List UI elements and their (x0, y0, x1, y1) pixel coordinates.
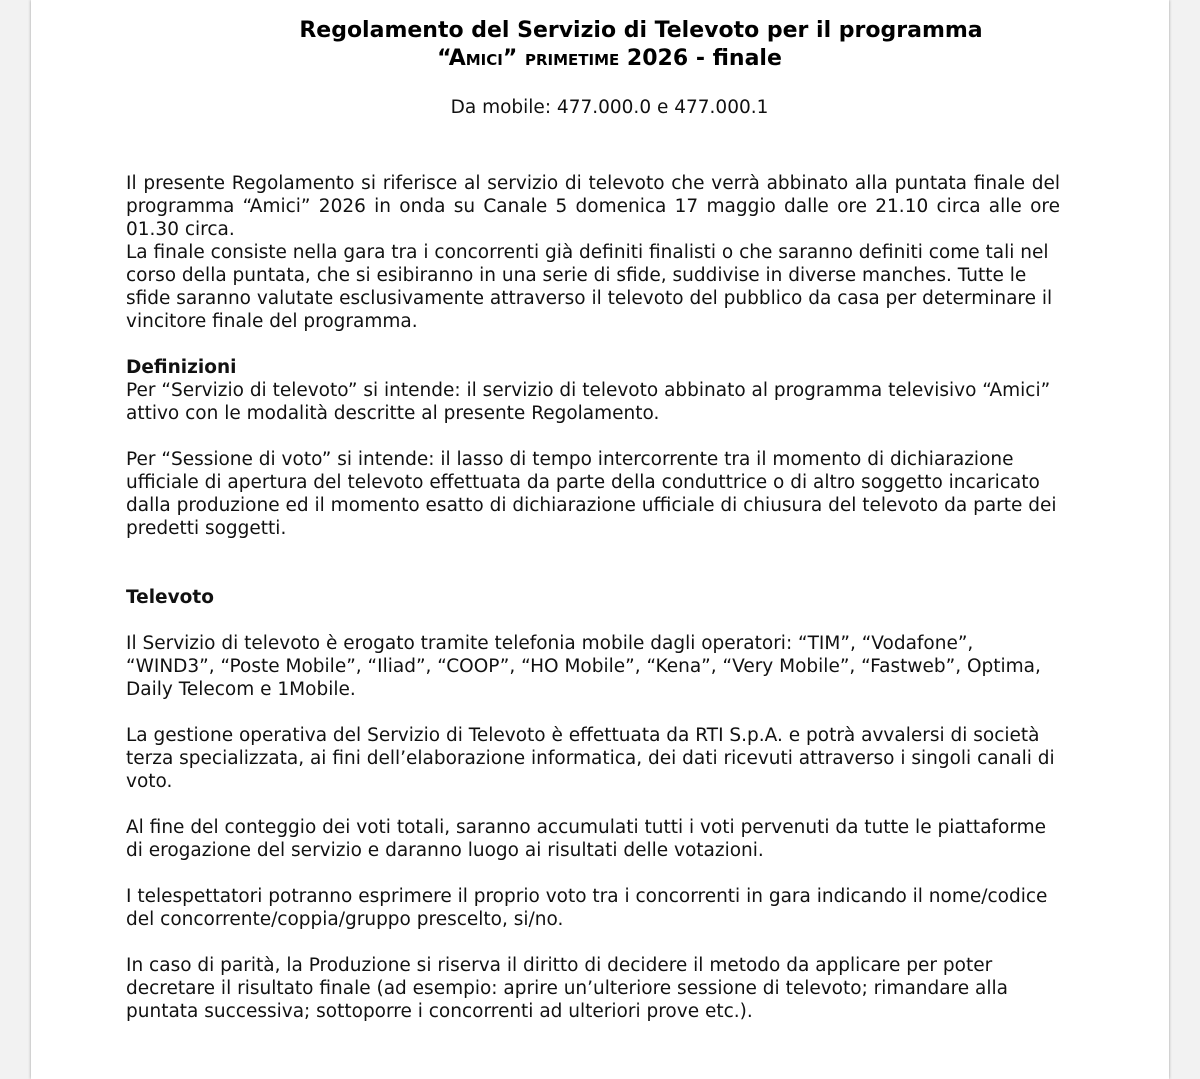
section-heading-definizioni: Definizioni (126, 357, 237, 378)
program-name: “Amici” primetime (437, 46, 620, 71)
document-title-line2 (31, 46, 1188, 72)
section-heading-televoto: Televoto (126, 587, 214, 608)
televoto-paragraph: Al fine del conteggio dei voti totali, saranno accumulati tutti i voti pervenuti da tutte le piattaforme di erogazione del servizio e daranno luogo ai risultati delle votazioni. (126, 817, 1047, 861)
program-edition: 2026 - finale (619, 46, 782, 71)
televoto-paragraph: I telespettatori potranno esprimere il proprio voto tra i concorrenti in gara indicando il nome/codice del concorrente/coppia/gruppo prescelto, si/no. (126, 886, 1048, 930)
definition-paragraph: Per “Servizio di televoto” si intende: il servizio di televoto abbinato al programma televisivo “Amici” attivo con le modalità descritte al presente Regolamento. (126, 380, 1051, 424)
mobile-numbers: Da mobile: 477.000.0 e 477.000.1 (450, 97, 769, 118)
televoto-paragraph: In caso di parità, la Produzione si riserva il diritto di decidere il metodo da applicare per poter decretare il risultato finale (ad esempio: aprire un’ulteriore sessione di televoto; rimandare alla puntata successiva; sottoporre i concorrenti ad ulteriori prove etc.). (126, 955, 1009, 1022)
televoto-paragraph: Il Servizio di televoto è erogato tramite telefonia mobile dagli operatori: “TIM”, “Vodafone”, “WIND3”, “Poste Mobile”, “Iliad”, “COOP”, “HO Mobile”, “Kena”, “Very Mobile”, “Fastweb”, Optima, Daily Telecom e 1Mobile. (126, 633, 1041, 700)
document-page (31, 0, 1169, 1079)
document-body (126, 172, 1060, 1023)
intro-paragraph: Il presente Regolamento si riferisce al servizio di televoto che verrà abbinato alla puntata finale del programma “Amici” 2026 in onda su Canale 5 domenica 17 maggio dalle ore 21.10 circa alle ore 01.30 circa. (126, 173, 1060, 240)
televoto-paragraph: La gestione operativa del Servizio di Televoto è effettuata da RTI S.p.A. e potrà avvalersi di società terza specializzata, ai fini dell’elaborazione informatica, dei dati ricevuti attraverso i singoli canali di voto. (126, 725, 1055, 792)
definition-paragraph: Per “Sessione di voto” si intende: il lasso di tempo intercorrente tra il momento di dichiarazione ufficiale di apertura del televoto effettuata da parte della conduttrice o di altro soggetto incaricato dalla produzione ed il momento esatto di dichiarazione ufficiale di chiusura del televoto da parte dei predetti soggetti. (126, 449, 1057, 539)
intro-paragraph: La finale consiste nella gara tra i concorrenti già definiti finalisti o che saranno definiti come tali nel corso della puntata, che si esibiranno in una serie di sfide, suddivise in diverse manches. Tutte le sfide saranno valutate esclusivamente attraverso il televoto del pubblico da casa per determinare il vincitore finale del programma. (126, 242, 1053, 332)
document-title: Regolamento del Servizio di Televoto per il programma (299, 18, 983, 43)
